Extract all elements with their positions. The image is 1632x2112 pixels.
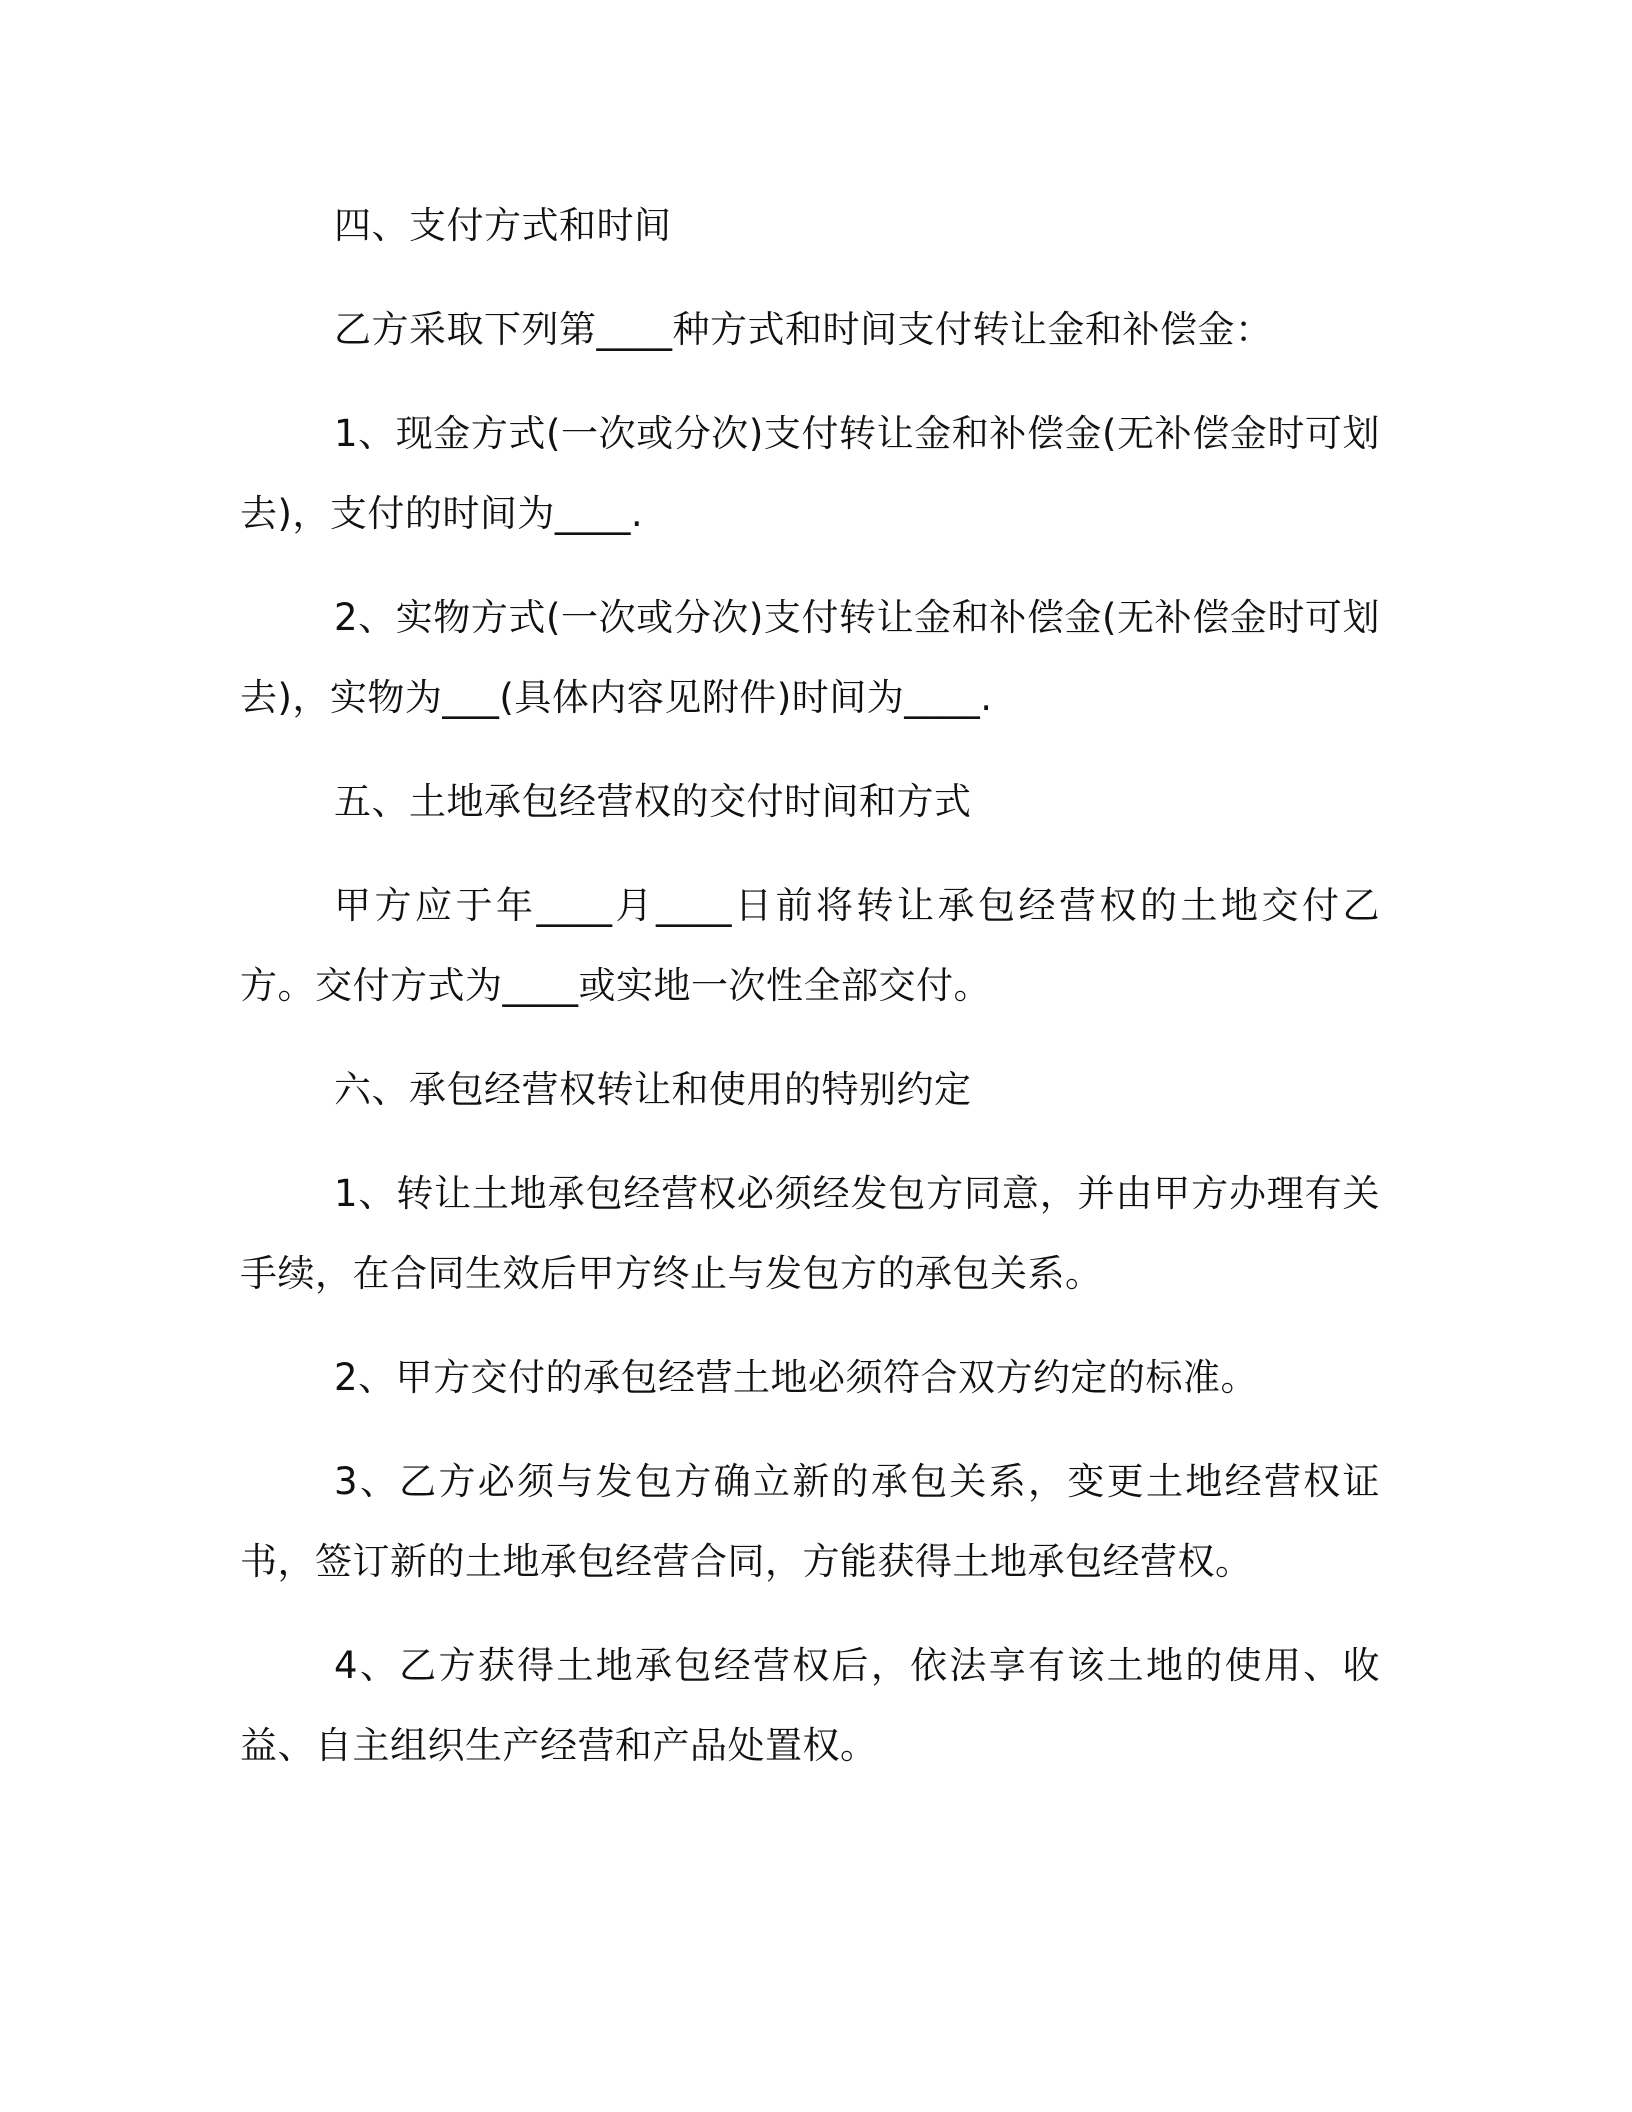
section-4-intro: 乙方采取下列第____种方式和时间支付转让金和补偿金：	[334, 308, 1273, 351]
section-4-heading: 四、支付方式和时间	[334, 204, 672, 247]
document-body	[240, 186, 1380, 1810]
section-4-item-2: 2、实物方式(一次或分次)支付转让金和补偿金(无补偿金时可划去)，实物为___(具体内容见附件)时间为____.	[240, 596, 1380, 719]
section-4-item-1: 1、现金方式(一次或分次)支付转让金和补偿金(无补偿金时可划去)，支付的时间为____.	[240, 412, 1380, 535]
section-6-heading: 六、承包经营权转让和使用的特别约定	[334, 1068, 972, 1111]
section-6-item-1: 1、转让土地承包经营权必须经发包方同意，并由甲方办理有关手续，在合同生效后甲方终止与发包方的承包关系。	[240, 1172, 1380, 1295]
section-6-item-2: 2、甲方交付的承包经营土地必须符合双方约定的标准。	[334, 1356, 1259, 1399]
section-5-body: 甲方应于年____月____日前将转让承包经营权的土地交付乙方。交付方式为____或实地一次性全部交付。	[240, 884, 1380, 1007]
section-6-item-3: 3、乙方必须与发包方确立新的承包关系，变更土地经营权证书，签订新的土地承包经营合同，方能获得土地承包经营权。	[240, 1460, 1380, 1583]
section-5-heading: 五、土地承包经营权的交付时间和方式	[334, 780, 972, 823]
section-6-item-4: 4、乙方获得土地承包经营权后，依法享有该土地的使用、收益、自主组织生产经营和产品处置权。	[240, 1644, 1380, 1767]
